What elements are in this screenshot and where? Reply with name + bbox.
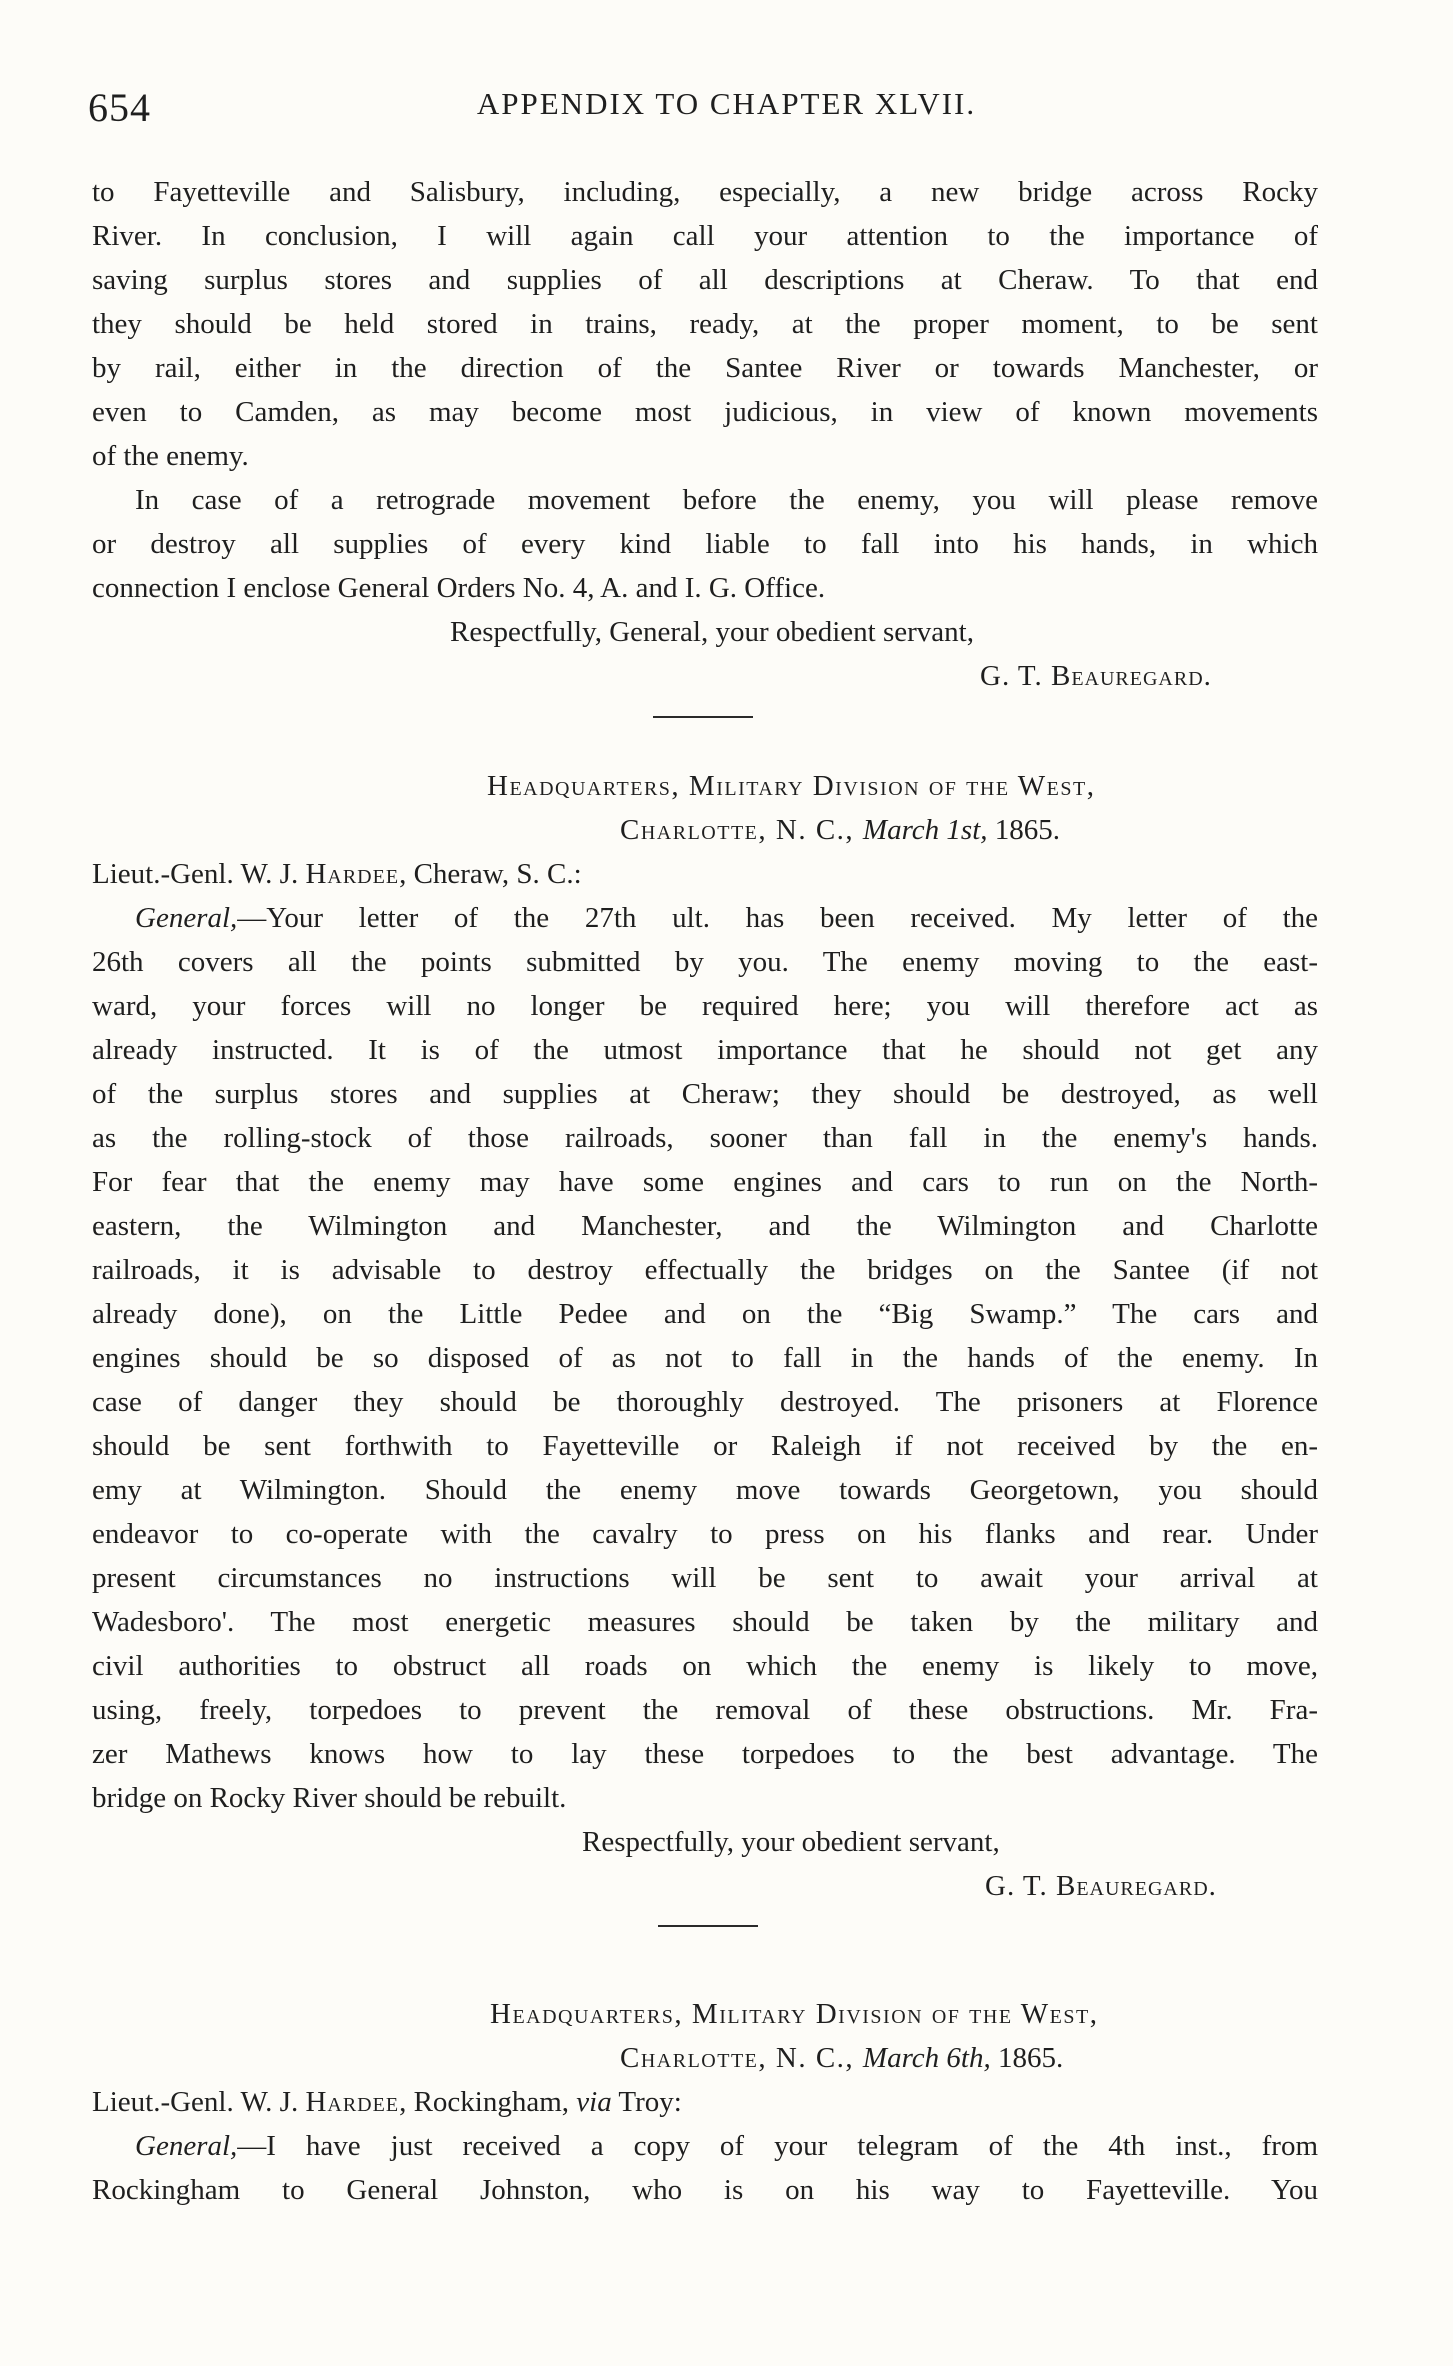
headquarters-line: Headquarters, Military Division of the West, bbox=[487, 770, 1096, 802]
text-line bbox=[135, 2124, 1318, 2168]
text-line: of the surplus stores and supplies at Cheraw; they should be destroyed, as well bbox=[92, 1078, 1318, 1110]
dateline bbox=[620, 2036, 1063, 2080]
text-line: River. In conclusion, I will again call your attention to the importance of bbox=[92, 220, 1318, 252]
text-line: emy at Wilmington. Should the enemy move towards Georgetown, you should bbox=[92, 1474, 1318, 1506]
addressee-mid: , Rockingham, bbox=[399, 2086, 577, 2118]
year: 1865. bbox=[990, 2042, 1064, 2074]
section-rule bbox=[658, 1925, 758, 1927]
text-line: should be sent forthwith to Fayetteville or Raleigh if not received by the en- bbox=[92, 1430, 1318, 1462]
text-line: as the rolling-stock of those railroads, sooner than fall in the enemy's hands. bbox=[92, 1122, 1318, 1154]
text-line: already instructed. It is of the utmost importance that he should not get any bbox=[92, 1034, 1318, 1066]
salutation: General, bbox=[135, 2130, 238, 2162]
text-line: railroads, it is advisable to destroy effectually the bridges on the Santee (if not bbox=[92, 1254, 1318, 1286]
text-line: connection I enclose General Orders No. 4, A. and I. G. Office. bbox=[92, 572, 826, 604]
text-line: ward, your forces will no longer be required here; you will therefore act as bbox=[92, 990, 1318, 1022]
headquarters-line: Headquarters, Military Division of the West, bbox=[490, 1998, 1099, 2030]
text-line: bridge on Rocky River should be rebuilt. bbox=[92, 1782, 567, 1814]
salutation: General, bbox=[135, 902, 238, 934]
date: March 1st, bbox=[862, 814, 988, 846]
year: 1865. bbox=[987, 814, 1061, 846]
text-line: of the enemy. bbox=[92, 440, 249, 472]
text-line: In case of a retrograde movement before the enemy, you will please remove bbox=[135, 484, 1318, 516]
text-line: they should be held stored in trains, ready, at the proper moment, to be sent bbox=[92, 308, 1318, 340]
date: March 6th, bbox=[862, 2042, 991, 2074]
signature: G. T. Beauregard. bbox=[985, 1870, 1217, 1902]
addressee bbox=[92, 2080, 1318, 2124]
text-line: even to Camden, as may become most judicious, in view of known movements bbox=[92, 396, 1318, 428]
text-line: to Fayetteville and Salisbury, including, especially, a new bridge across Rocky bbox=[92, 176, 1318, 208]
text-line: or destroy all supplies of every kind liable to fall into his hands, in which bbox=[92, 528, 1318, 560]
text-line: civil authorities to obstruct all roads on which the enemy is likely to move, bbox=[92, 1650, 1318, 1682]
place: Charlotte, N. C., bbox=[620, 2042, 863, 2074]
addressee-via: via bbox=[576, 2086, 612, 2118]
text-line: by rail, either in the direction of the Santee River or towards Manchester, or bbox=[92, 352, 1318, 384]
text-line: endeavor to co-operate with the cavalry to press on his flanks and rear. Under bbox=[92, 1518, 1318, 1550]
running-title: APPENDIX TO CHAPTER XLVII. bbox=[476, 86, 977, 121]
text-line: using, freely, torpedoes to prevent the removal of these obstructions. Mr. Fra- bbox=[92, 1694, 1318, 1726]
addressee bbox=[92, 852, 1318, 896]
text-line: Rockingham to General Johnston, who is on his way to Fayetteville. You bbox=[92, 2174, 1318, 2206]
page-number: 654 bbox=[88, 85, 151, 130]
text-line: already done), on the Little Pedee and on the “Big Swamp.” The cars and bbox=[92, 1298, 1318, 1330]
text-line: zer Mathews knows how to lay these torpedoes to the best advantage. The bbox=[92, 1738, 1318, 1770]
addressee-prefix: Lieut.-Genl. W. J. bbox=[92, 858, 306, 890]
text-span: —Your letter of the 27th ult. has been received. My letter of the bbox=[237, 902, 1318, 934]
addressee-name: Hardee bbox=[305, 858, 400, 890]
dateline bbox=[620, 808, 1060, 852]
addressee-suffix: , Cheraw, S. C.: bbox=[399, 858, 582, 890]
text-line: For fear that the enemy may have some engines and cars to run on the North- bbox=[92, 1166, 1318, 1198]
text-line: engines should be so disposed of as not to fall in the hands of the enemy. In bbox=[92, 1342, 1318, 1374]
closing: Respectfully, General, your obedient servant, bbox=[450, 616, 974, 648]
text-line: 26th covers all the points submitted by you. The enemy moving to the east- bbox=[92, 946, 1318, 978]
addressee-prefix: Lieut.-Genl. W. J. bbox=[92, 2086, 306, 2118]
section-rule bbox=[653, 716, 753, 718]
addressee-name: Hardee bbox=[305, 2086, 400, 2118]
place: Charlotte, N. C., bbox=[620, 814, 863, 846]
addressee-suffix: Troy: bbox=[611, 2086, 682, 2118]
text-span: —I have just received a copy of your telegram of the 4th inst., from bbox=[237, 2130, 1318, 2162]
signature: G. T. Beauregard. bbox=[980, 660, 1212, 692]
closing: Respectfully, your obedient servant, bbox=[582, 1826, 1000, 1858]
text-line: present circumstances no instructions will be sent to await your arrival at bbox=[92, 1562, 1318, 1594]
text-line bbox=[135, 896, 1318, 940]
text-line: saving surplus stores and supplies of all descriptions at Cheraw. To that end bbox=[92, 264, 1318, 296]
text-line: case of danger they should be thoroughly destroyed. The prisoners at Florence bbox=[92, 1386, 1318, 1418]
text-line: Wadesboro'. The most energetic measures should be taken by the military and bbox=[92, 1606, 1318, 1638]
text-line: eastern, the Wilmington and Manchester, and the Wilmington and Charlotte bbox=[92, 1210, 1318, 1242]
